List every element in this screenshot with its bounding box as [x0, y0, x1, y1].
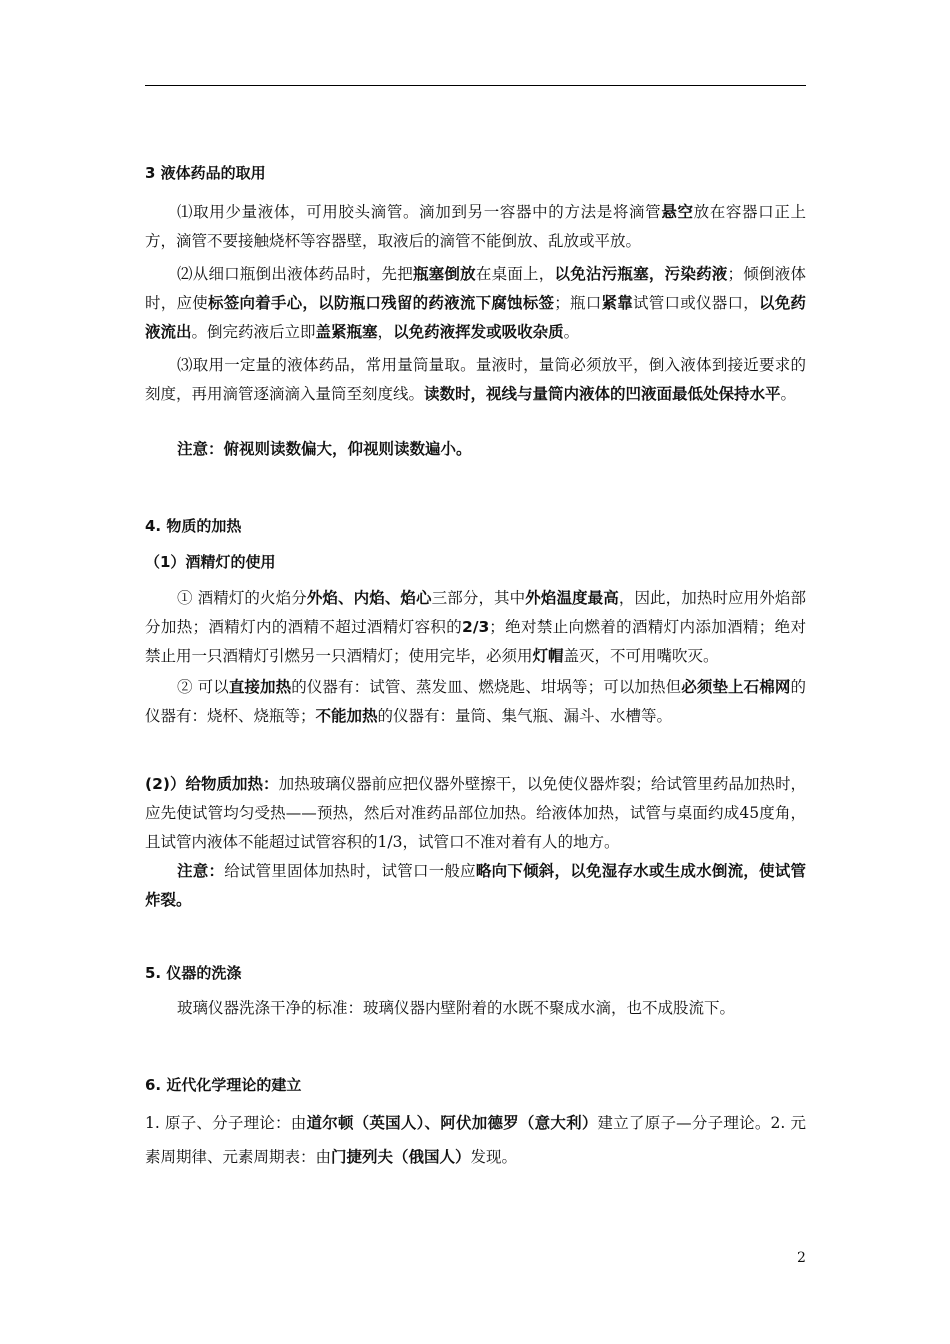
section-6-title: 6. 近代化学理论的建立: [145, 1076, 302, 1094]
section-3-title: 3 液体药品的取用: [145, 164, 266, 182]
s3-paragraph-2: ⑵从细口瓶倒出液体药品时，先把瓶塞倒放在桌面上，以免沾污瓶塞，污染药液；倾倒液体时，应使标签向着手心，以防瓶口残留的药液流下腐蚀标签；瓶口紧靠试管口或仪器口，以免药液流出。倒完药液后立即盖紧瓶塞，以免药液挥发或吸收杂质。: [145, 265, 806, 341]
section-4-title: 4. 物质的加热: [145, 517, 242, 535]
s4-paragraph-2: ② 可以直接加热的仪器有：试管、蒸发皿、燃烧匙、坩埚等；可以加热但必须垫上石棉网的仪器有：烧杯、烧瓶等；不能加热的仪器有：量筒、集气瓶、漏斗、水槽等。: [145, 678, 806, 725]
s6-paragraph-1: 1. 原子、分子理论：由道尔顿（英国人）、阿伏加德罗（意大利）建立了原子—分子理论。2. 元素周期律、元素周期表：由门捷列夫（俄国人）发现。: [145, 1114, 806, 1166]
s4-paragraph-1: ① 酒精灯的火焰分外焰、内焰、焰心三部分，其中外焰温度最高，因此，加热时应用外焰部分加热；酒精灯内的酒精不超过酒精灯容积的2/3；绝对禁止向燃着的酒精灯内添加酒精；绝对禁止用一只酒精灯引燃另一只酒精灯；使用完毕，必须用灯帽盖灭，不可用嘴吹灭。: [145, 589, 806, 665]
page-number: 2: [797, 1250, 806, 1266]
s4-subtitle-1: （1）酒精灯的使用: [145, 553, 276, 571]
header-rule: [145, 85, 806, 86]
s3-note: 注意：俯视则读数偏大，仰视则读数遍小。: [177, 440, 472, 458]
s4-paragraph-3: (2)）给物质加热：加热玻璃仪器前应把仪器外壁擦干，以免使仪器炸裂；给试管里药品加热时，应先使试管均匀受热——预热，然后对准药品部位加热。给液体加热，试管与桌面约成45度角，且试管内液体不能超过试管容积的1/3，试管口不准对着有人的地方。: [145, 775, 806, 851]
s5-paragraph-1: 玻璃仪器洗涤干净的标准：玻璃仪器内壁附着的水既不聚成水滴，也不成股流下。: [177, 999, 736, 1017]
section-5-title: 5. 仪器的洗涤: [145, 964, 242, 982]
s4-note: 注意：给试管里固体加热时，试管口一般应略向下倾斜，以免湿存水或生成水倒流，使试管炸裂。: [145, 862, 806, 909]
s3-paragraph-3: ⑶取用一定量的液体药品，常用量筒量取。量液时，量筒必须放平，倒入液体到接近要求的刻度，再用滴管逐滴滴入量筒至刻度线。读数时，视线与量筒内液体的凹液面最低处保持水平。: [145, 356, 806, 403]
s3-paragraph-1: ⑴取用少量液体，可用胶头滴管。滴加到另一容器中的方法是将滴管悬空放在容器口正上方，滴管不要接触烧杯等容器壁，取液后的滴管不能倒放、乱放或平放。: [145, 203, 806, 250]
